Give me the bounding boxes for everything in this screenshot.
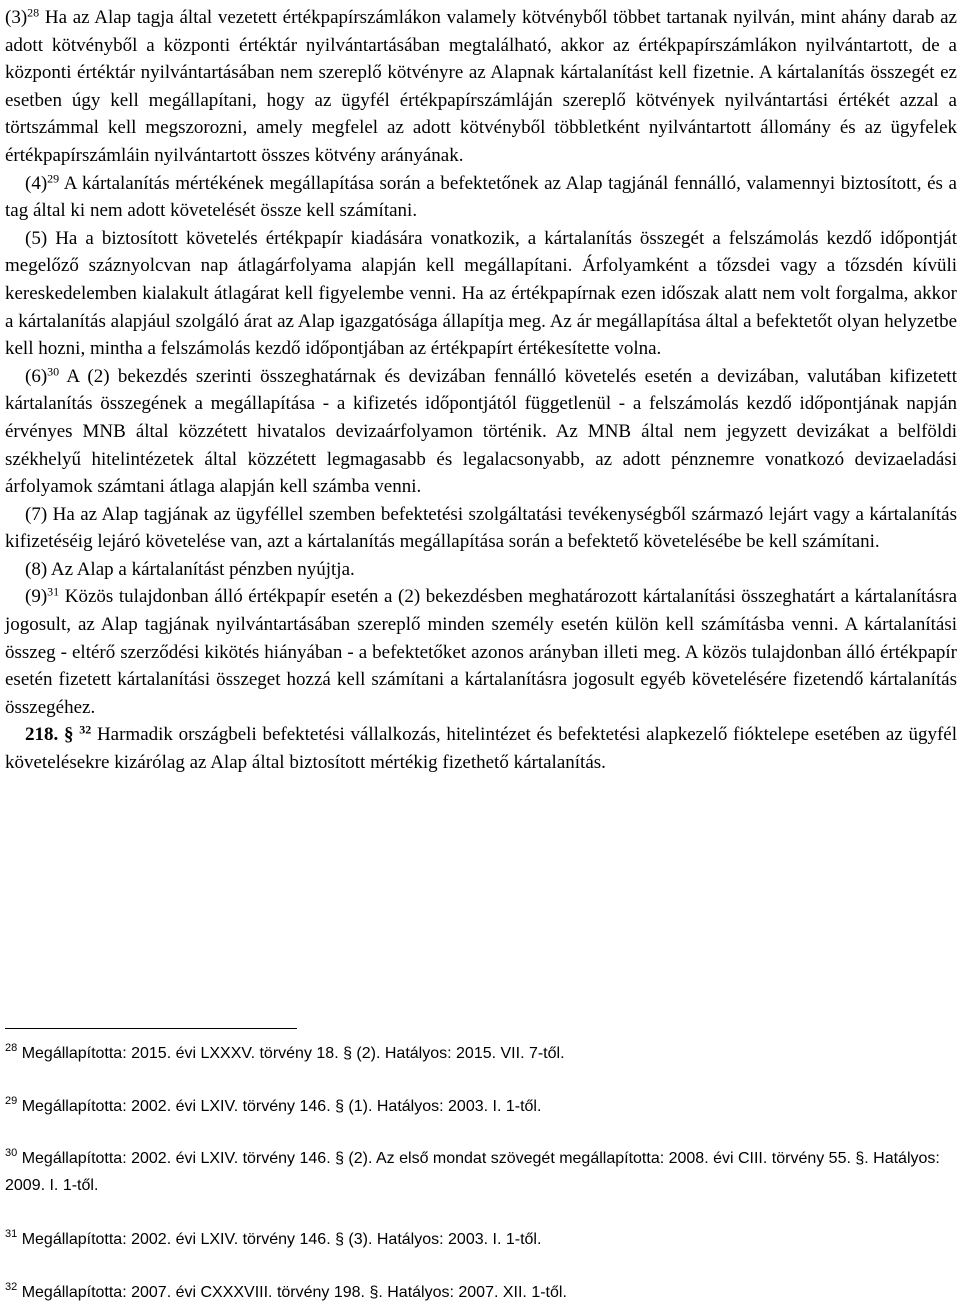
footnote-30 (5, 1145, 953, 1199)
footnote-ref[interactable]: 31 (47, 584, 60, 599)
section-number: 218. (25, 724, 59, 746)
paragraph-text: Közös tulajdonban álló értékpapír esetén a (2) bekezdésben meghatározott kártalanítási összeghatárt a kártalanításra jogosult, az Alap tagjának nyilvántartásában szereplő minden személy esetén külön kell számításba venni. A kártalanítási összeg - eltérő szerződési kikötés hiányában - a befektetőket azonos arányban illeti meg. A közös tulajdonban álló értékpapír esetén fizetett kártalanítási összeget hozzá kell számítani a kártalanításra jogosult egyéb követelésére fizetendő kártalanítás összegéhez. (5, 586, 957, 718)
paragraph-number: (6) (25, 365, 48, 387)
paragraph-number: (7) (25, 503, 48, 525)
footnote-text: Megállapította: 2015. évi LXXXV. törvény 18. § (2). Hatályos: 2015. VII. 7-től. (17, 1045, 565, 1062)
paragraph-text: Ha az Alap tagjának az ügyféllel szemben befektetési szolgáltatási tevékenységből származó lejárt vagy a kártalanítás kifizetéséig lejáró követelése van, azt a kártalanítás megállapítása során a befektető követelésébe be kell számítani. (5, 503, 957, 553)
paragraph-number: (4) (25, 172, 48, 194)
section-symbol: § (63, 724, 74, 746)
footnote-ref[interactable]: 30 (47, 364, 60, 379)
paragraph-text: Ha a biztosított követelés értékpapír kiadására vonatkozik, a kártalanítás összegét a felszámolás kezdő időpontját megelőző száznyolcvan nap átlagárfolyama alapján kell megállapítani. Árfolyamként a tőzsdei vagy a tőzsdén kívüli kereskedelemben kialakult átlagárat kell figyelembe venni. Ha az értékpapírnak ezen időszak alatt nem volt forgalma, akkor a kártalanítás alapjául szolgáló árat az Alap igazgatósága állapítja meg. Az ár megállapítása által a befektetőt olyan helyzetbe kell hozni, mintha a felszámolás kezdő időpontjában az értékpapírt értékesítette volna. (5, 227, 957, 360)
paragraph-3 (5, 4, 957, 170)
paragraph-text: A (2) bekezdés szerinti összeghatárnak és devizában fennálló követelés esetén a devizában, valutában kifizetett kártalanítás összegének a megállapítása - a kifizetés időpontjától függetlenül - a felszámolás kezdő időpontjának napján érvényes MNB által közzétett hivatalos devizaárfolyamon történik. Az MNB által nem jegyzett devizákat a belföldi székhelyű hitelintézetek által közzétett legmagasabb és legalacsonyabb, az adott pénznemre vonatkozó devizaeladási árfolyamok számtani átlaga alapján kell számba venni. (5, 365, 957, 498)
footnote-28 (5, 1040, 565, 1067)
footnote-number: 31 (5, 1227, 18, 1240)
paragraph-text: Az Alap a kártalanítást pénzben nyújtja. (47, 558, 355, 580)
paragraph-7 (5, 501, 957, 556)
paragraph-8 (5, 556, 957, 584)
footnote-text: Megállapította: 2002. évi LXIV. törvény 146. § (3). Hatályos: 2003. I. 1-től. (17, 1231, 542, 1248)
footnote-31 (5, 1226, 541, 1253)
paragraph-number: (9) (25, 586, 48, 608)
footnote-text: Megállapította: 2002. évi LXIV. törvény 146. § (2). Az első mondat szövegét megállapította: 2008. évi CIII. törvény 55. §. Hatályos: 2009. I. 1-től. (5, 1150, 940, 1194)
paragraph-text: Ha az Alap tagja által vezetett értékpapírszámlákon valamely kötvényből többet tartanak nyilván, mint ahány darab az adott kötvényből a központi értéktár nyilvántartásában megtalálható, akkor az értékpapírszámlákon nyilvántartott, de a központi értéktár nyilvántartásában nem szereplő kötvényre az Alapnak kártalanítást kell fizetnie. A kártalanítás összegét ez esetben úgy kell megállapítani, hogy az ügyfél értékpapírszámláján szereplő kötvények nyilvántartási értékét azzal a törtszámmal kell megszorozni, amely megfelel az adott kötvényből többletként nyilvántartott állomány és az ügyfelek értékpapírszámláin nyilvántartott összes kötvény arányának. (5, 7, 957, 166)
paragraph-number: (5) (25, 227, 48, 249)
footnote-number: 32 (5, 1280, 18, 1293)
section-text: Harmadik országbeli befektetési vállalkozás, hitelintézet és befektetési alapkezelő fióktelepe esetében az ügyfél követelésekre kizárólag az Alap által biztosított mértékig fizethető kártalanítás. (5, 724, 958, 774)
footnote-ref[interactable]: 32 (79, 722, 92, 737)
footnote-separator (5, 1028, 297, 1029)
paragraph-text: A kártalanítás mértékének megállapítása során a befektetőnek az Alap tagjánál fennálló, valamennyi biztosított, és a tag által ki nem adott követelését össze kell számítani. (5, 172, 957, 222)
paragraph-5 (5, 225, 957, 363)
footnote-number: 30 (5, 1146, 18, 1159)
paragraph-number: (8) (25, 558, 48, 580)
paragraph-number: (3) (5, 7, 28, 28)
footnote-ref[interactable]: 28 (27, 5, 40, 20)
footnote-number: 28 (5, 1041, 18, 1054)
footnote-text: Megállapította: 2002. évi LXIV. törvény 146. § (1). Hatályos: 2003. I. 1-től. (17, 1098, 542, 1115)
paragraph-6 (5, 363, 957, 501)
section-218 (5, 721, 957, 776)
document-body (5, 4, 957, 777)
paragraph-4 (5, 170, 957, 225)
footnote-32 (5, 1279, 567, 1306)
footnote-29 (5, 1093, 541, 1120)
footnote-ref[interactable]: 29 (47, 170, 60, 185)
footnote-number: 29 (5, 1094, 18, 1107)
paragraph-9 (5, 583, 957, 721)
footnote-text: Megállapította: 2007. évi CXXXVIII. törvény 198. §. Hatályos: 2007. XII. 1-től. (17, 1284, 567, 1301)
